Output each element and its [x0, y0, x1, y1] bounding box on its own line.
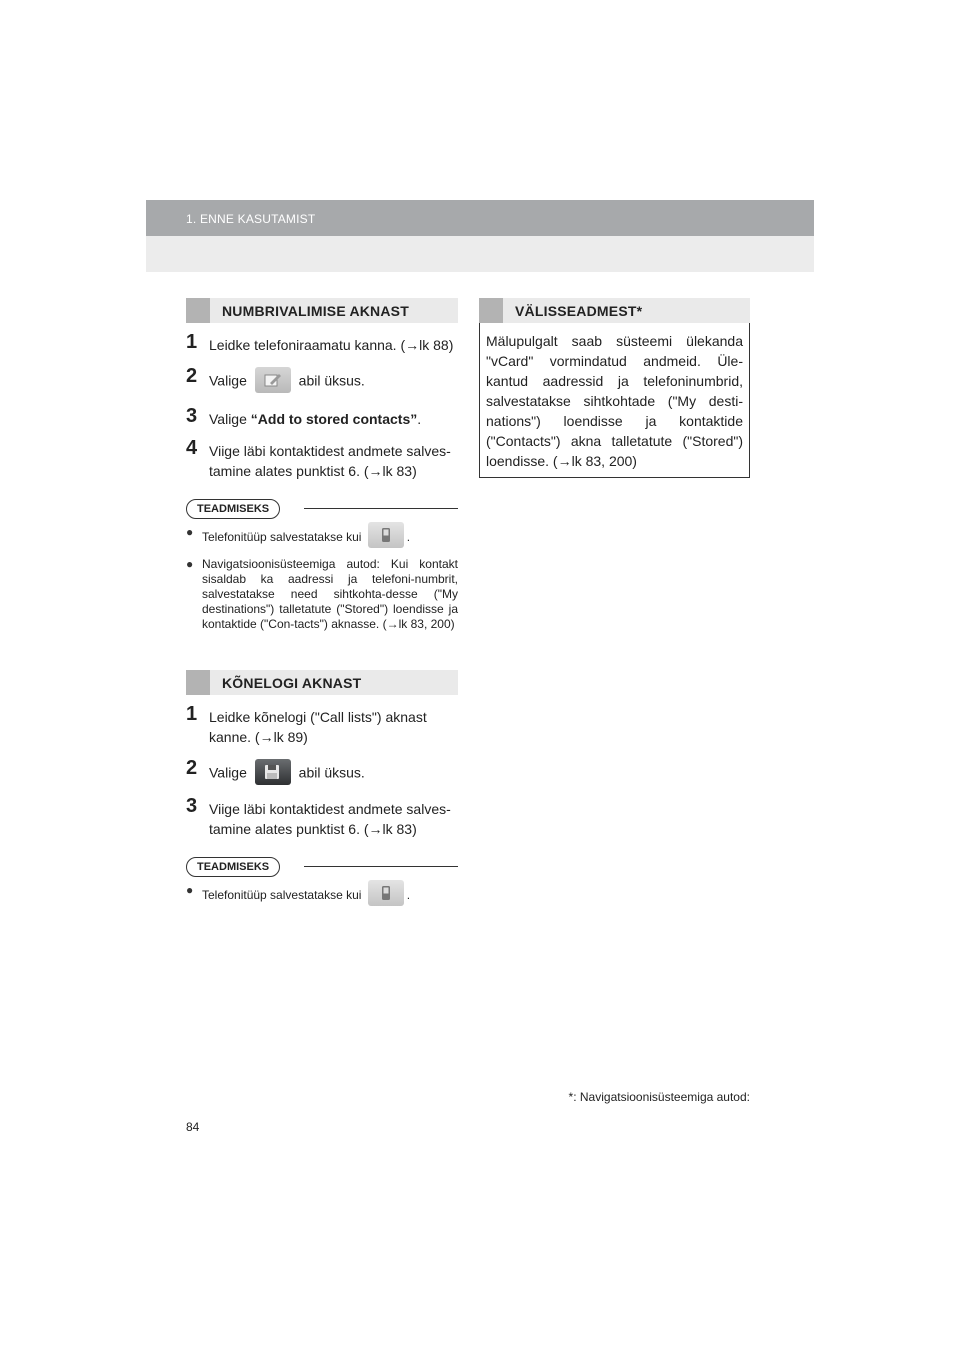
phone-icon	[368, 522, 404, 548]
bullet-icon: ●	[186, 525, 194, 539]
heading-marker	[186, 298, 210, 323]
external-device-box: Mälupulgalt saab süsteemi ülekanda "vCard" vormindatud andmeid. Üle-kantud aadressid ja telefoninumbrid, salvestatakse sihtkohtade ("My desti-nations") loendisse ja kontaktide ("Contacts") akna talletatute ("Stored") loendisse. (→lk 83, 200)	[479, 323, 750, 478]
left-column	[186, 298, 458, 909]
note-rule	[304, 866, 458, 867]
step-4: 4 Viige läbi kontaktidest andmete salves-tamine alates punktist 6. (→lk 83)	[186, 437, 451, 479]
step-3: 3 Viige läbi kontaktidest andmete salves-tamine alates punktist 6. (→lk 83)	[186, 795, 451, 837]
phone-icon	[368, 880, 404, 906]
note-bullet: ● Telefonitüüp salvestatakse kui .	[186, 525, 458, 551]
note-label: TEADMISEKS	[186, 857, 280, 877]
edit-icon	[255, 367, 291, 393]
bullet-icon: ●	[186, 557, 194, 571]
note-bullet: ● Navigatsioonisüsteemiga autod: Kui kontakt sisaldab ka aadressi ja telefoni-numbrit, salvestatakse need sihtkohta-desse ("My destinations") talletatute ("Stored") loendisse ja kontaktide ("Con-tacts") aknasse. (→lk 83, 200)	[186, 557, 458, 631]
note-rule	[304, 508, 458, 509]
right-column	[479, 298, 750, 478]
section-heading-external: VÄLISSEADMEST*	[479, 298, 750, 323]
footnote: *: Navigatsioonisüsteemiga autod:	[568, 1090, 750, 1104]
header-bar	[146, 200, 814, 236]
step-1: 1 Leidke telefoniraamatu kanna. (→lk 88)	[186, 331, 454, 353]
note-bullet: ● Telefonitüüp salvestatakse kui .	[186, 883, 458, 909]
bullet-icon: ●	[186, 883, 194, 897]
page-number: 84	[186, 1120, 200, 1134]
note-label: TEADMISEKS	[186, 499, 280, 519]
step-1: 1 Leidke kõnelogi ("Call lists") aknast kanne. (→lk 89)	[186, 703, 427, 745]
heading-marker	[479, 298, 503, 323]
section-heading-dial: NUMBRIVALIMISE AKNAST	[186, 298, 458, 323]
section-heading-call-log: KÕNELOGI AKNAST	[186, 670, 458, 695]
step-2: 2 Valige abil üksus.	[186, 369, 458, 395]
step-3: 3 Valige “Add to stored contacts”.	[186, 405, 422, 427]
step-2: 2 Valige abil üksus.	[186, 761, 458, 787]
save-icon	[255, 759, 291, 785]
breadcrumb: 1. ENNE KASUTAMIST	[186, 212, 316, 226]
header-sub-bar	[146, 236, 814, 272]
heading-marker	[186, 670, 210, 695]
